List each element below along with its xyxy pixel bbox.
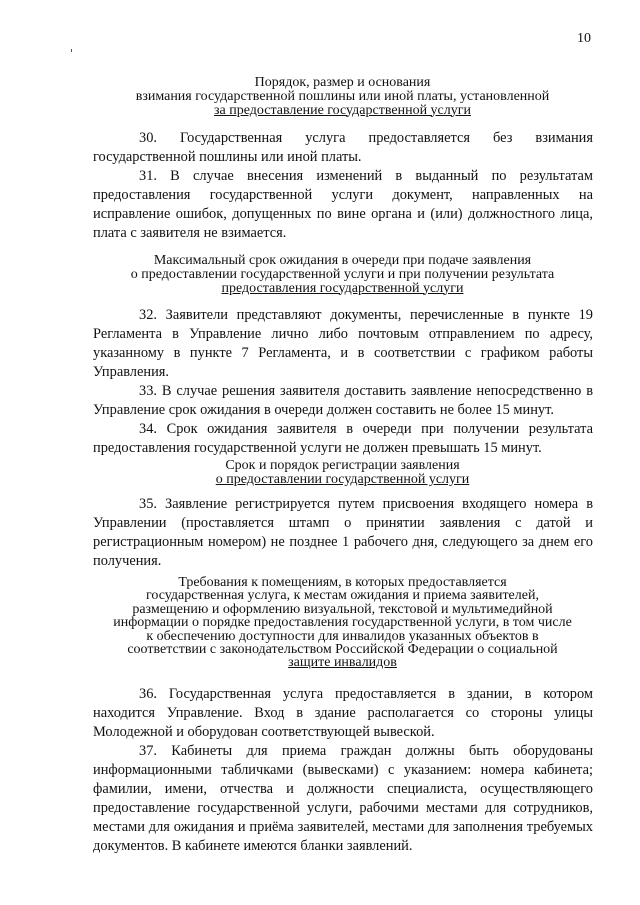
- heading-line: Максимальный срок ожидания в очереди при подаче заявления: [153, 253, 532, 268]
- section-body-fee: [93, 129, 593, 243]
- heading-line: соответствии с законодательством Российской Федерации о социальной: [127, 642, 558, 658]
- paragraph-33: 33. В случае решения заявителя доставить заявление непосредственно в Управление срок ожидания в очереди должен составить не более 15 минут.: [93, 383, 593, 418]
- paragraph-37: 37. Кабинеты для приема граждан должны быть оборудованы информационными табличками (вывесками) с указанием: номера кабинета; фамилии, имени, отчества и должности специалиста, осуществляющего предоставление государственной услуги, рабочими местами для сотрудников, местами для ожидания и приёма заявителей, местами для заполнения требуемых документов. В кабинете имеются бланки заявлений.: [93, 743, 593, 854]
- heading-line: размещению и оформлению визуальной, текстовой и мультимедийной: [132, 601, 553, 617]
- heading-line: к обеспечению доступности для инвалидов указанных объектов в: [146, 628, 539, 644]
- section-heading-queue: [90, 254, 595, 295]
- heading-line: за предоставление государственной услуги: [214, 102, 471, 118]
- page-number: 10: [577, 31, 591, 46]
- section-body-queue: [93, 306, 593, 458]
- heading-line: взимания государственной пошлины или иной платы, установленной: [135, 88, 550, 104]
- heading-line: защите инвалидов: [288, 655, 397, 671]
- paragraph-30: 30. Государственная услуга предоставляется без взимания государственной пошлины или иной платы.: [93, 130, 593, 165]
- heading-line: о предоставлении государственной услуги и при получении результата: [130, 266, 555, 282]
- heading-line: Требования к помещениям, в которых предоставляется: [178, 575, 507, 590]
- heading-line: государственная услуга, к местам ожидания и приема заявителей,: [146, 588, 539, 604]
- heading-line: Порядок, размер и основания: [254, 75, 431, 90]
- paragraph-35: 35. Заявление регистрируется путем присвоения входящего номера в Управлении (проставляется штамп о принятии заявления с датой и регистрационным номером) не позднее 1 рабочего дня, следующего за днем его получения.: [93, 496, 593, 569]
- section-body-premises: [93, 685, 593, 856]
- heading-line: предоставления государственной услуги: [221, 280, 464, 296]
- heading-line: Срок и порядок регистрации заявления: [225, 458, 460, 473]
- paragraph-36: 36. Государственная услуга предоставляется в здании, в котором находится Управление. Вход в здание располагается со стороны улицы Молодежной и оборудован соответствующей вывеской.: [93, 686, 593, 740]
- section-body-registration: [93, 495, 593, 571]
- paragraph-34: 34. Срок ожидания заявителя в очереди при получении результата предоставления государственной услуги не должен превышать 15 минут.: [93, 421, 593, 456]
- paragraph-31: 31. В случае внесения изменений в выданный по результатам предоставления государственной услуги документ, направленных на исправление ошибок, допущенных по вине органа и (или) должностного лица, плата с заявителя не взимается.: [93, 168, 593, 241]
- heading-line: информации о порядке предоставления государственной услуги, в том числе: [113, 615, 572, 631]
- heading-line: о предоставлении государственной услуги: [215, 471, 470, 487]
- scan-mark: [71, 49, 72, 52]
- section-heading-fee: [90, 76, 595, 117]
- section-heading-registration: [90, 459, 595, 487]
- paragraph-32: 32. Заявители представляют документы, перечисленные в пункте 19 Регламента в Управление лично либо почтовым отправлением по адресу, указанному в пункте 7 Регламента, и в соответствии с графиком работы Управления.: [93, 307, 593, 380]
- section-heading-premises: [90, 576, 595, 670]
